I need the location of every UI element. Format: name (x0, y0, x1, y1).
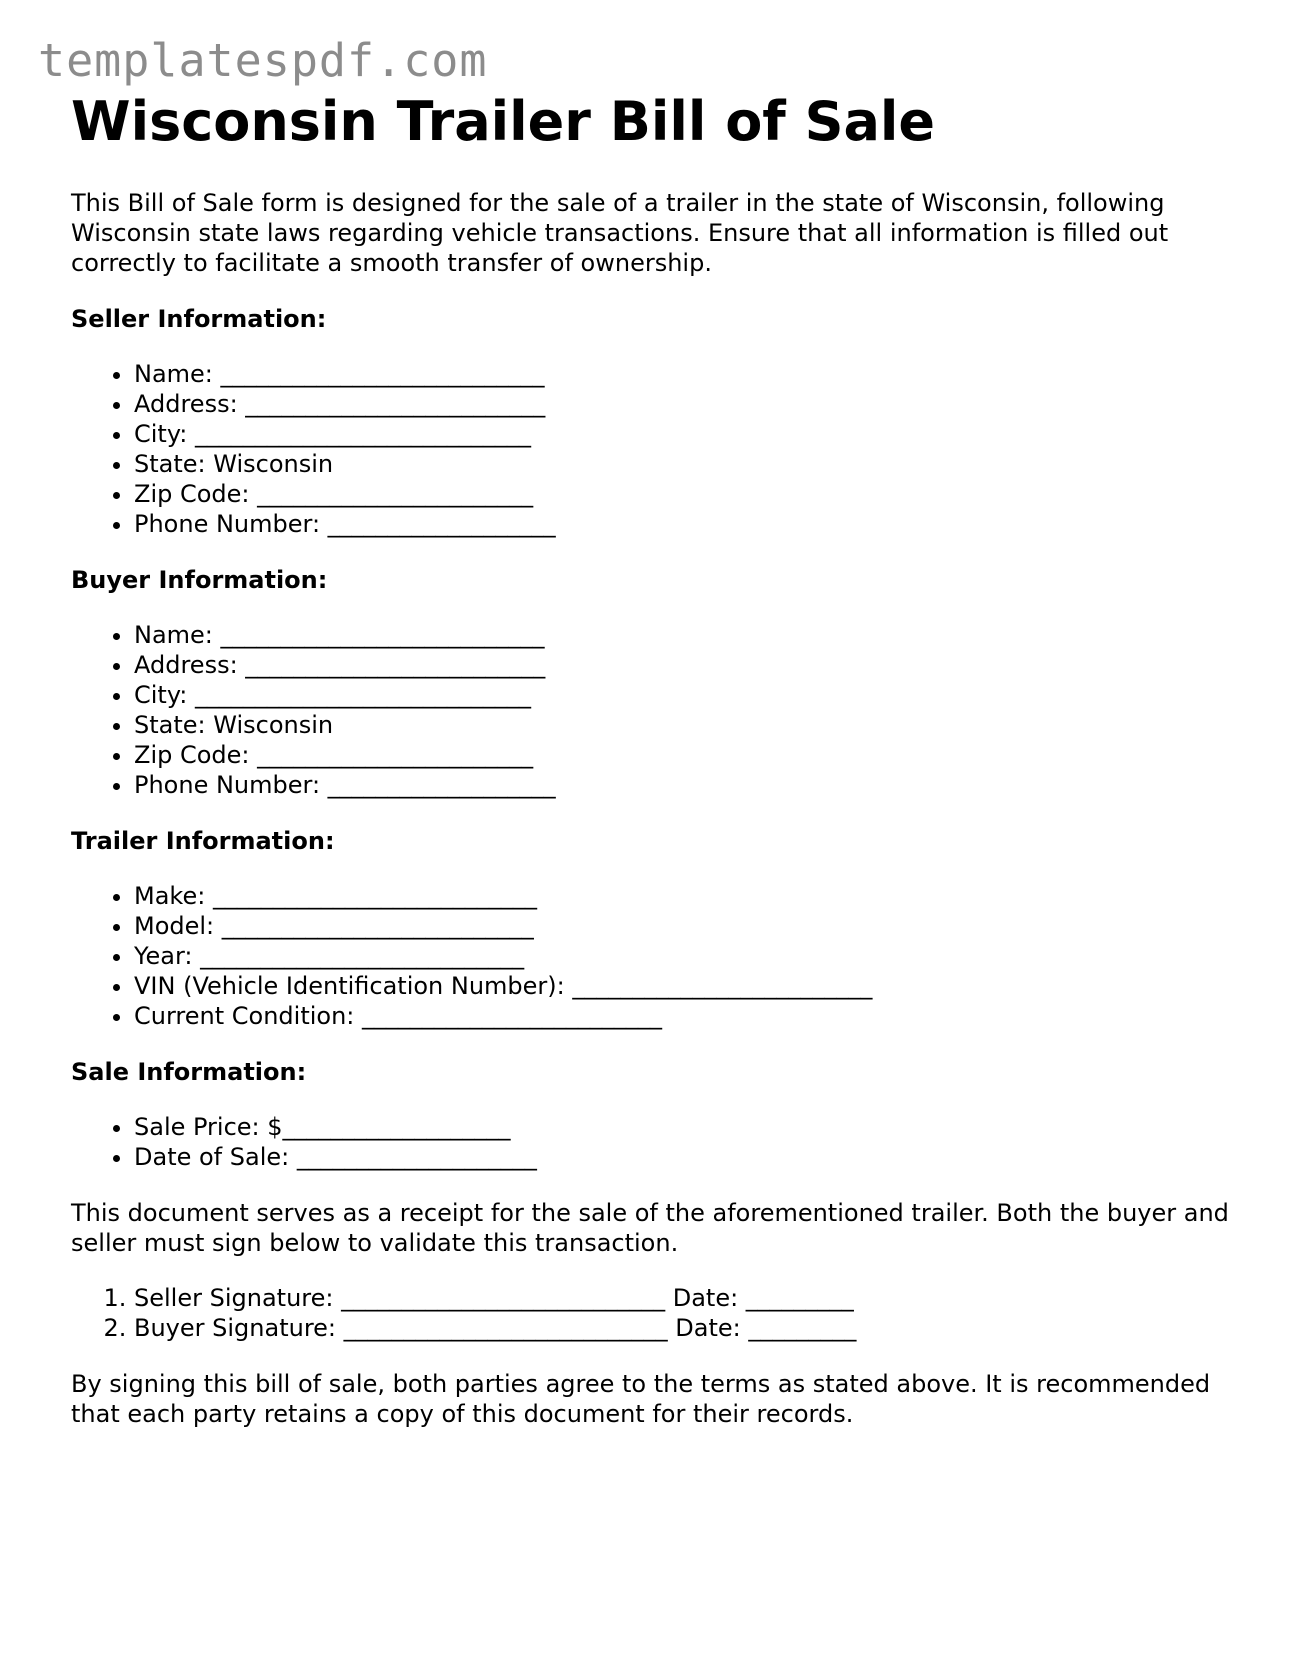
signature-list (71, 1283, 1231, 1343)
receipt-paragraph: This document serves as a receipt for the sale of the aforementioned trailer. Both the buyer and seller must sign below to validate this transaction. (71, 1199, 1229, 1257)
trailer-year-field[interactable]: • Year: ___________________________ (134, 941, 1231, 971)
sale-heading: Sale Information: (71, 1058, 307, 1086)
buyer-phone-field[interactable]: • Phone Number: ___________________ (134, 770, 1231, 800)
seller-state-field: • State: Wisconsin (134, 449, 1231, 479)
seller-field-list (71, 359, 1231, 539)
buyer-address-field[interactable]: • Address: _________________________ (134, 650, 1231, 680)
closing-paragraph: By signing this bill of sale, both parties agree to the terms as stated above. It is recommended that each party retains a copy of this document for their records. (71, 1370, 1211, 1428)
buyer-name-field[interactable]: • Name: ___________________________ (134, 620, 1231, 650)
seller-name-field[interactable]: • Name: ___________________________ (134, 359, 1231, 389)
trailer-make-field[interactable]: • Make: ___________________________ (134, 881, 1231, 911)
seller-city-field[interactable]: • City: ____________________________ (134, 419, 1231, 449)
sale-price-field[interactable]: • Sale Price: $___________________ (134, 1112, 1231, 1142)
trailer-vin-field[interactable]: • VIN (Vehicle Identification Number): _________________________ (134, 971, 1231, 1001)
buyer-zip-field[interactable]: • Zip Code: _______________________ (134, 740, 1231, 770)
watermark: templatespdf.com (38, 34, 488, 87)
page-title: Wisconsin Trailer Bill of Sale (71, 90, 936, 153)
seller-heading: Seller Information: (71, 305, 327, 333)
seller-signature-line[interactable]: 1. Seller Signature: ___________________________ Date: _________ (134, 1283, 1231, 1313)
document-page (71, 88, 1231, 1429)
buyer-state-field: • State: Wisconsin (134, 710, 1231, 740)
buyer-signature-line[interactable]: 2. Buyer Signature: ___________________________ Date: _________ (134, 1313, 1231, 1343)
seller-zip-field[interactable]: • Zip Code: _______________________ (134, 479, 1231, 509)
trailer-field-list (71, 881, 1231, 1031)
buyer-city-field[interactable]: • City: ____________________________ (134, 680, 1231, 710)
seller-phone-field[interactable]: • Phone Number: ___________________ (134, 509, 1231, 539)
trailer-model-field[interactable]: • Model: __________________________ (134, 911, 1231, 941)
seller-address-field[interactable]: • Address: _________________________ (134, 389, 1231, 419)
trailer-condition-field[interactable]: • Current Condition: _________________________ (134, 1001, 1231, 1031)
intro-paragraph: This Bill of Sale form is designed for the sale of a trailer in the state of Wisconsin, following Wisconsin state laws regarding vehicle transactions. Ensure that all information is filled out correctly to facilitate a smooth transfer of ownership. (71, 189, 1169, 277)
sale-date-field[interactable]: • Date of Sale: ____________________ (134, 1142, 1231, 1172)
sale-field-list (71, 1112, 1231, 1172)
buyer-heading: Buyer Information: (71, 566, 328, 594)
trailer-heading: Trailer Information: (71, 827, 335, 855)
buyer-field-list (71, 620, 1231, 800)
